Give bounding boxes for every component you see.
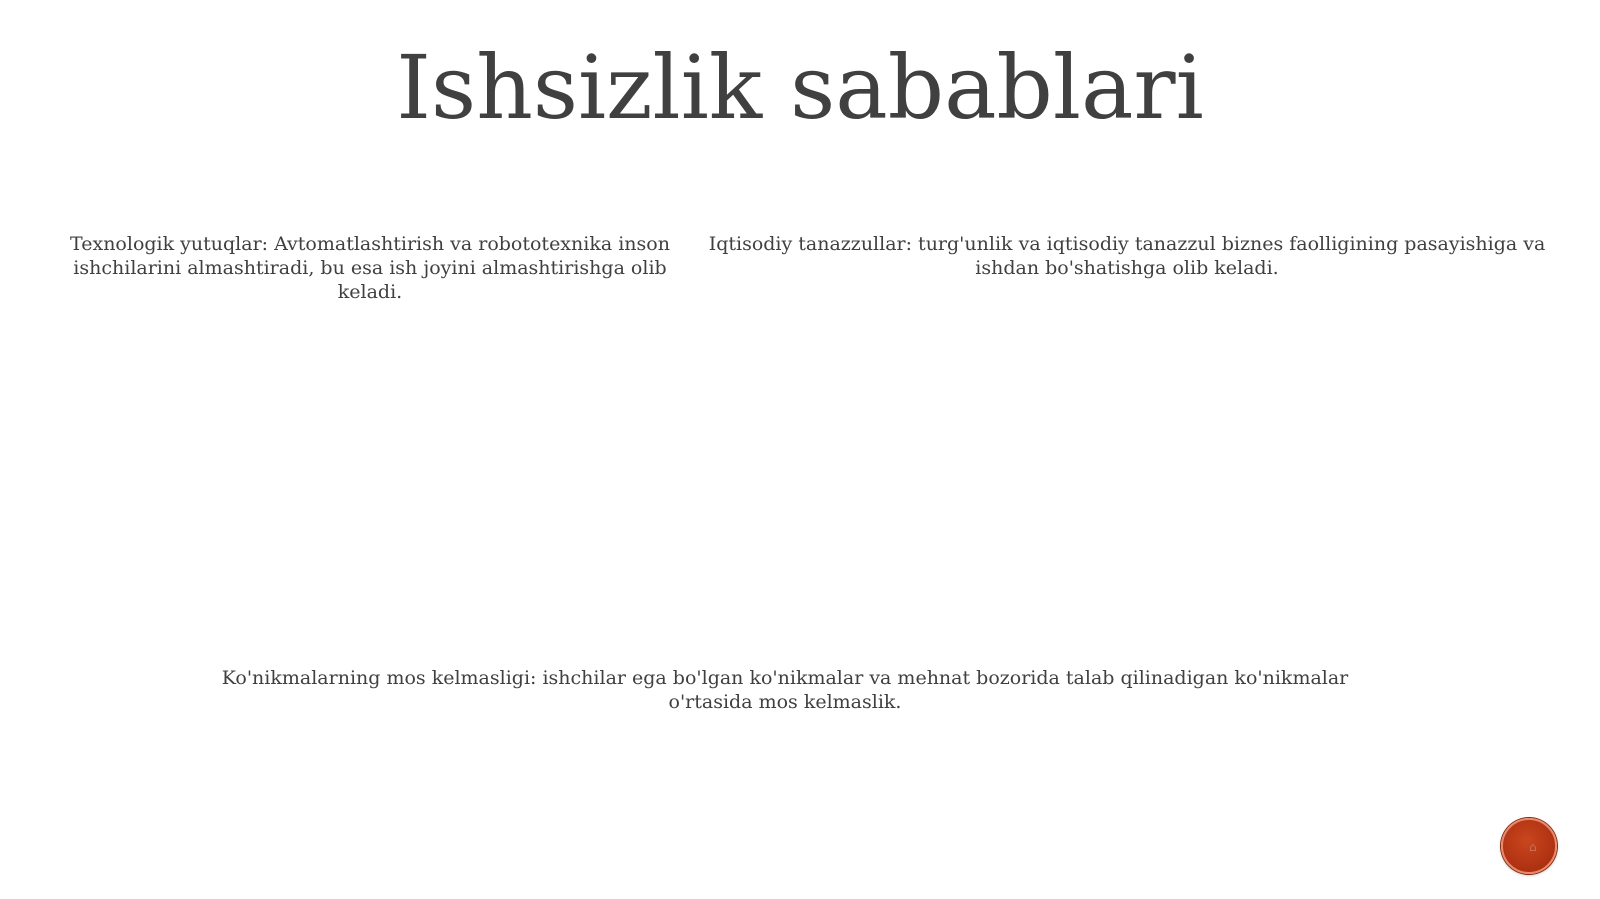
slide-title: Ishsizlik sabablari bbox=[396, 36, 1204, 139]
slide-nav-button[interactable] bbox=[1501, 818, 1557, 874]
cause-recession-text: Iqtisodiy tanazzullar: turg'unlik va iqtisodiy tanazzul biznes faolligining pasayishiga va ishdan bo'shatishga olib keladi. bbox=[708, 233, 1546, 279]
cause-skills-text: Ko'nikmalarning mos kelmasligi: ishchilar ega bo'lgan ko'nikmalar va mehnat bozorida talab qilinadigan ko'nikmalar o'rtasida mos kelmaslik. bbox=[221, 667, 1349, 713]
cause-technology-text: Texnologik yutuqlar: Avtomatlashtirish va robototexnika inson ishchilarini almashtiradi, bu esa ish joyini almashtirishga olib keladi. bbox=[70, 233, 670, 303]
home-icon: ⌂ bbox=[1529, 840, 1537, 854]
